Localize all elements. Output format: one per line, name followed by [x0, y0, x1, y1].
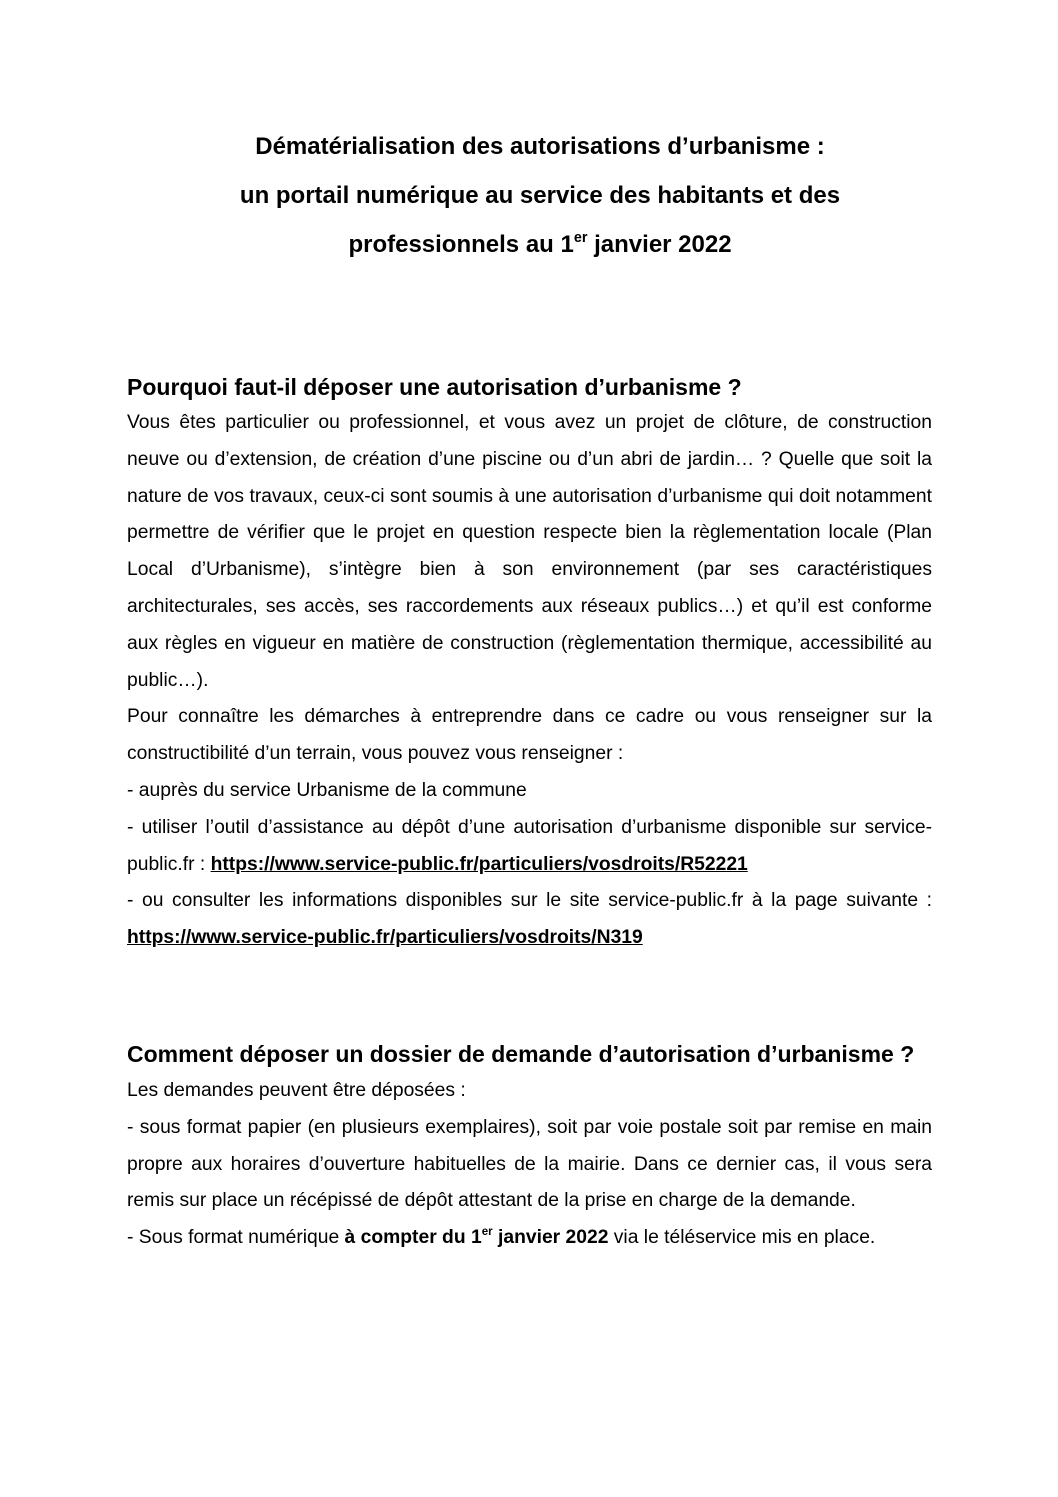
title-line-3 — [110, 220, 970, 269]
title-line-3-date: janvier 2022 — [587, 231, 732, 258]
section-why-item-3 — [127, 883, 932, 957]
section-how-item-2-date — [345, 1227, 609, 1248]
title-line-2: un portail numérique au service des habitants et des — [239, 182, 841, 209]
section-how-item-2-tail: via le téléservice mis en place. — [608, 1227, 876, 1249]
section-how-item-1: - sous format papier (en plusieurs exemplaires), soit par voie postale soit par remise en main propre aux horaires d’ouverture habituelles de la mairie. Dans ce dernier cas, il vous sera remis sur place un récépissé de dépôt attestant de la prise en charge de la demande. — [127, 1116, 932, 1212]
section-why-paragraph-1: Vous êtes particulier ou professionnel, et vous avez un projet de clôture, de construction neuve ou d’extension, de création d’une piscine ou d’un abri de jardin… ? Quelle que soit la nature de vos travaux, ceux-ci sont soumis à une autorisation d’urbanisme qui doit notamment permettre de vérifier que le projet en question respecte bien la règlementation locale (Plan Local d’Urbanisme), s’intègre bien à son environnement (par ses caractéristiques architecturales, ses accès, ses raccordements aux réseaux publics…) et qu’il est conforme aux règles en vigueur en matière de construction (règlementation thermique, accessibilité au public…). — [127, 412, 932, 691]
link-n319[interactable]: https://www.service-public.fr/particuliers/vosdroits/N319 — [127, 927, 643, 949]
section-why-item-1: - auprès du service Urbanisme de la commune — [127, 779, 527, 801]
title-superscript: er — [573, 229, 588, 246]
section-why — [127, 369, 932, 957]
section-why-paragraph-2: Pour connaître les démarches à entreprendre dans ce cadre ou vous renseigner sur la constructibilité d’un terrain, vous pouvez vous renseigner : — [127, 706, 932, 765]
section-how — [127, 1036, 932, 1257]
section-how-item-2-text: - Sous format numérique — [127, 1227, 345, 1249]
title-line-3-text: professionnels au 1 — [348, 231, 574, 258]
section-why-heading: Pourquoi faut-il déposer une autorisation d’urbanisme ? — [127, 374, 742, 400]
title-line-1: Dématérialisation des autorisations d’urbanisme : — [255, 133, 825, 160]
document-title — [110, 122, 970, 269]
section-why-item-2 — [127, 810, 932, 884]
section-why-item-2-text: - utiliser l’outil d’assistance au dépôt d’une autorisation d’urbanisme disponible sur service-public.fr : — [127, 816, 932, 875]
section-how-heading: Comment déposer un dossier de demande d’autorisation d’urbanisme ? — [127, 1041, 915, 1067]
section-how-item-2-superscript: er — [481, 1225, 493, 1238]
section-how-item-2-date-rest: janvier 2022 — [492, 1227, 609, 1249]
section-how-item-2-date-text: à compter du 1 — [344, 1227, 482, 1249]
section-how-item-2 — [127, 1220, 932, 1257]
section-how-intro: Les demandes peuvent être déposées : — [127, 1080, 466, 1101]
section-why-item-3-text: - ou consulter les informations disponibles sur le site service-public.fr à la page suivante : — [127, 890, 932, 912]
link-r52221[interactable]: https://www.service-public.fr/particuliers/vosdroits/R52221 — [210, 853, 748, 875]
